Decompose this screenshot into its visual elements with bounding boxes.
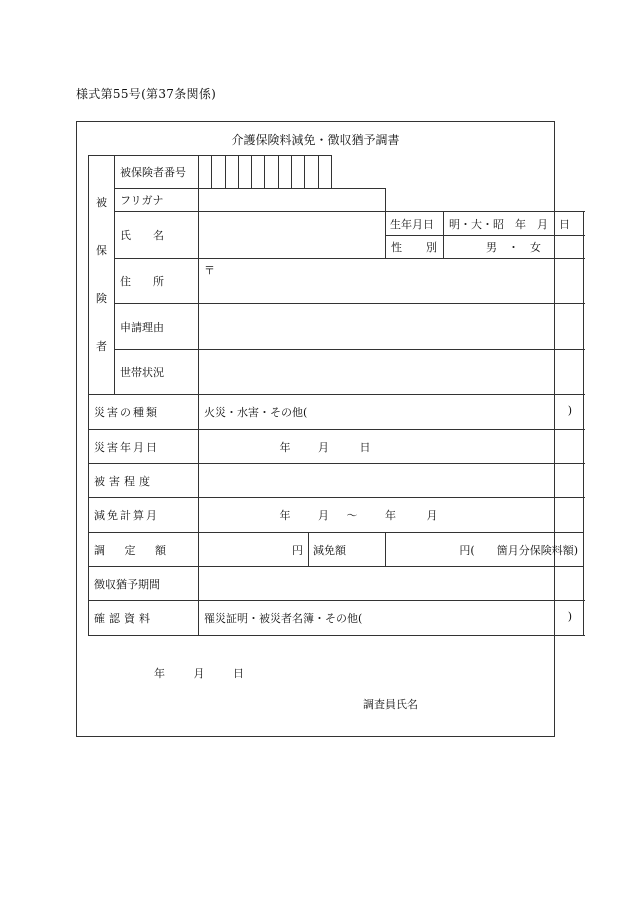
footer-date[interactable]: 年 月 日 (154, 667, 244, 680)
furigana-label: フリガナ (115, 189, 199, 212)
reduction-label: 減免額 (309, 533, 386, 567)
digit-cell[interactable] (212, 156, 225, 188)
name-field[interactable] (199, 212, 386, 259)
reduction-value: 円( 箇月分保険料額) (459, 543, 578, 557)
reason-field[interactable] (199, 304, 584, 350)
form-table (88, 155, 584, 636)
gender-label: 性 別 (386, 236, 444, 259)
zip-mark: 〒 (204, 264, 215, 277)
disaster-type-field[interactable] (199, 395, 584, 430)
gender-value[interactable]: 男 ・ 女 (444, 236, 584, 259)
assessed-field[interactable] (199, 533, 309, 567)
disaster-date-field[interactable]: 年 月 日 (199, 430, 584, 464)
deferral-field[interactable] (199, 567, 584, 601)
disaster-type-value: 火災・水害・その他( (204, 406, 308, 419)
reason-label: 申請理由 (115, 304, 199, 350)
birth-label: 生年月日 (386, 212, 444, 236)
confirm-field[interactable] (199, 601, 584, 636)
digit-cell[interactable] (319, 156, 331, 188)
digit-cell[interactable] (226, 156, 239, 188)
digit-grid (199, 156, 331, 188)
assessed-yen: 円 (292, 543, 303, 557)
insured-number-label: 被保険者番号 (115, 156, 199, 189)
insured-group-label: 被 保 険 者 (89, 156, 115, 395)
birth-value[interactable]: 明・大・昭 年 月 日 (444, 212, 584, 236)
confirm-close: ) (567, 610, 572, 623)
blank-area (332, 156, 584, 189)
household-label: 世帯状況 (115, 350, 199, 395)
name-label: 氏 名 (115, 212, 199, 259)
document-title: 介護保険料減免・徴収猶予調書 (231, 133, 400, 147)
digit-cell[interactable] (265, 156, 278, 188)
digit-cell[interactable] (199, 156, 212, 188)
form-number: 様式第55号(第37条関係) (76, 87, 217, 101)
assessed-label: 調 定 額 (89, 533, 199, 567)
digit-cell[interactable] (292, 156, 305, 188)
period-label: 減免計算月 (89, 498, 199, 533)
insured-number-boxes[interactable] (199, 156, 332, 189)
digit-cell[interactable] (252, 156, 265, 188)
disaster-date-label: 災害年月日 (89, 430, 199, 464)
reduction-field[interactable] (386, 533, 584, 567)
disaster-type-label: 災害の種類 (89, 395, 199, 430)
digit-cell[interactable] (279, 156, 292, 188)
investigator-name-label: 調査員氏名 (363, 698, 418, 711)
address-field[interactable] (199, 259, 584, 304)
damage-label: 被害程度 (89, 464, 199, 498)
period-field[interactable]: 年 月 〜 年 月 (199, 498, 584, 533)
household-field[interactable] (199, 350, 584, 395)
furigana-field[interactable] (199, 189, 386, 212)
digit-cell[interactable] (239, 156, 252, 188)
digit-cell[interactable] (305, 156, 318, 188)
confirm-label: 確認資料 (89, 601, 199, 636)
disaster-type-close: ) (567, 404, 572, 417)
address-label: 住 所 (115, 259, 199, 304)
confirm-value: 罹災証明・被災者名簿・その他( (204, 612, 363, 625)
deferral-label: 徴収猶予期間 (89, 567, 199, 601)
blank-area (386, 189, 584, 212)
damage-field[interactable] (199, 464, 584, 498)
